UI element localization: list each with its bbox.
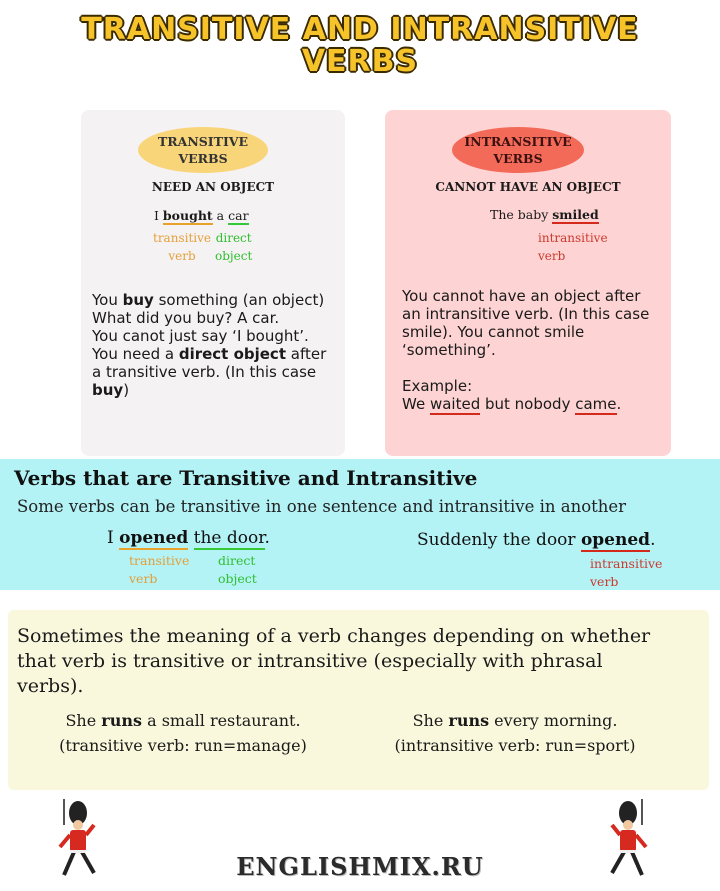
mright-post: every morning.	[489, 711, 618, 730]
meaning-l3: verbs).	[17, 675, 84, 697]
meaning-example-intransitive	[370, 708, 660, 758]
tag-intransitive-verb	[538, 229, 608, 265]
in-l6-came: came	[575, 395, 617, 413]
band-tag-do-2: object	[218, 571, 257, 586]
in-l5: Example:	[402, 377, 473, 395]
mleft-pre: She	[65, 711, 102, 730]
meaning-change-box	[8, 610, 709, 790]
tr-l1-bold: buy	[122, 291, 154, 309]
example-verb-bought: bought	[162, 208, 213, 223]
in-l6-waited: waited	[429, 395, 481, 413]
tag-intransitive-1: intransitive	[538, 231, 608, 245]
example-article: a	[212, 208, 229, 223]
band-tag-transitive-verb	[129, 552, 189, 588]
tr-l4-post: after	[286, 345, 327, 363]
both-verbs-band	[0, 459, 720, 590]
band-example-transitive	[107, 528, 270, 548]
example-subject: I	[154, 208, 163, 223]
mleft-post: a small restaurant.	[141, 711, 301, 730]
tr-l3: You canot just say ‘I bought’.	[92, 327, 309, 345]
in-l1: You cannot have an object after	[402, 287, 641, 305]
band-tag-do-1: direct	[218, 553, 256, 568]
intransitive-explanation	[402, 287, 670, 413]
transitive-example	[154, 208, 249, 223]
in-l6-mid: but nobody	[480, 395, 576, 413]
page-title	[0, 14, 720, 78]
tr-l1-post: something (an object)	[153, 291, 325, 309]
intransitive-oval	[452, 127, 584, 173]
band-ex2-pre: Suddenly the door	[417, 530, 581, 550]
tag-transitive-verb-1: transitive	[153, 231, 211, 245]
transitive-oval-line1: TRANSITIVE	[157, 134, 249, 149]
mright-bold: runs	[448, 711, 490, 730]
band-ex1-post: .	[264, 528, 270, 548]
band-tag-iv-2: verb	[590, 574, 619, 589]
tr-l5: a transitive verb. (In this case	[92, 363, 317, 381]
transitive-rule: NEED AN OBJECT	[151, 180, 275, 194]
tag-direct-object	[215, 229, 252, 265]
band-tag-tv-2: verb	[129, 571, 158, 586]
in-l6-post: .	[616, 395, 622, 413]
mleft-bold: runs	[101, 711, 142, 730]
band-subtitle: Some verbs can be transitive in one sentence and intransitive in another	[17, 497, 627, 516]
mleft-note: (transitive verb: run=manage)	[59, 736, 307, 755]
band-title: Verbs that are Transitive and Intransitive	[14, 466, 478, 490]
transitive-oval	[138, 127, 268, 173]
page-title-line2: VERBS	[301, 44, 419, 79]
band-tag-iv-1: intransitive	[590, 556, 663, 571]
tr-l1-pre: You	[92, 291, 123, 309]
meaning-l1: Sometimes the meaning of a verb changes depending on whether	[17, 625, 651, 647]
transitive-explanation	[92, 291, 342, 399]
page-title-line1: TRANSITIVE AND INTRANSITIVE	[81, 12, 639, 47]
transitive-oval-line2: VERBS	[178, 151, 228, 166]
band-ex1-verb: opened	[119, 528, 189, 548]
intransitive-rule: CANNOT HAVE AN OBJECT	[435, 180, 621, 194]
intransitive-oval-line2: VERBS	[493, 151, 543, 166]
intransitive-card	[385, 110, 671, 456]
meaning-example-transitive	[38, 708, 328, 758]
example-verb-smiled: smiled	[552, 207, 599, 222]
tr-l4-bold: direct object	[178, 345, 286, 363]
band-example-intransitive	[417, 530, 655, 550]
in-l3: smile). You cannot smile	[402, 323, 585, 341]
tag-direct-object-2: object	[215, 249, 253, 263]
band-ex1-pre: I	[107, 528, 120, 548]
meaning-l2: that verb is transitive or intransitive (especially with phrasal	[17, 650, 603, 672]
tr-l6-bold: buy	[92, 381, 124, 399]
site-footer: ENGLISHMIX.RU	[236, 852, 484, 881]
band-tag-intransitive-verb	[590, 555, 662, 591]
example-subject-baby: The baby	[490, 207, 553, 222]
in-l4: ‘something’.	[402, 341, 496, 359]
band-ex1-object: the door	[193, 528, 265, 548]
in-l6-pre: We	[402, 395, 430, 413]
tag-transitive-verb	[153, 229, 211, 265]
meaning-paragraph	[17, 624, 701, 699]
intransitive-example	[490, 207, 599, 222]
band-ex2-verb: opened	[580, 530, 651, 550]
band-tag-tv-1: transitive	[129, 553, 190, 568]
transitive-card	[81, 110, 345, 456]
mright-note: (intransitive verb: run=sport)	[394, 736, 636, 755]
in-l2: an intransitive verb. (In this case	[402, 305, 650, 323]
band-tag-direct-object	[218, 552, 257, 588]
tag-intransitive-2: verb	[538, 249, 566, 263]
band-ex1-mid	[188, 528, 193, 548]
intransitive-oval-line1: INTRANSITIVE	[464, 134, 572, 149]
mright-pre: She	[412, 711, 449, 730]
tr-l2: What did you buy? A car.	[92, 309, 280, 327]
tag-direct-object-1: direct	[215, 231, 252, 245]
tr-l4-pre: You need a	[92, 345, 179, 363]
tr-l6-post: )	[123, 381, 130, 399]
band-ex2-post: .	[650, 530, 656, 550]
example-object-car: car	[228, 208, 249, 223]
tag-transitive-verb-2: verb	[168, 249, 196, 263]
